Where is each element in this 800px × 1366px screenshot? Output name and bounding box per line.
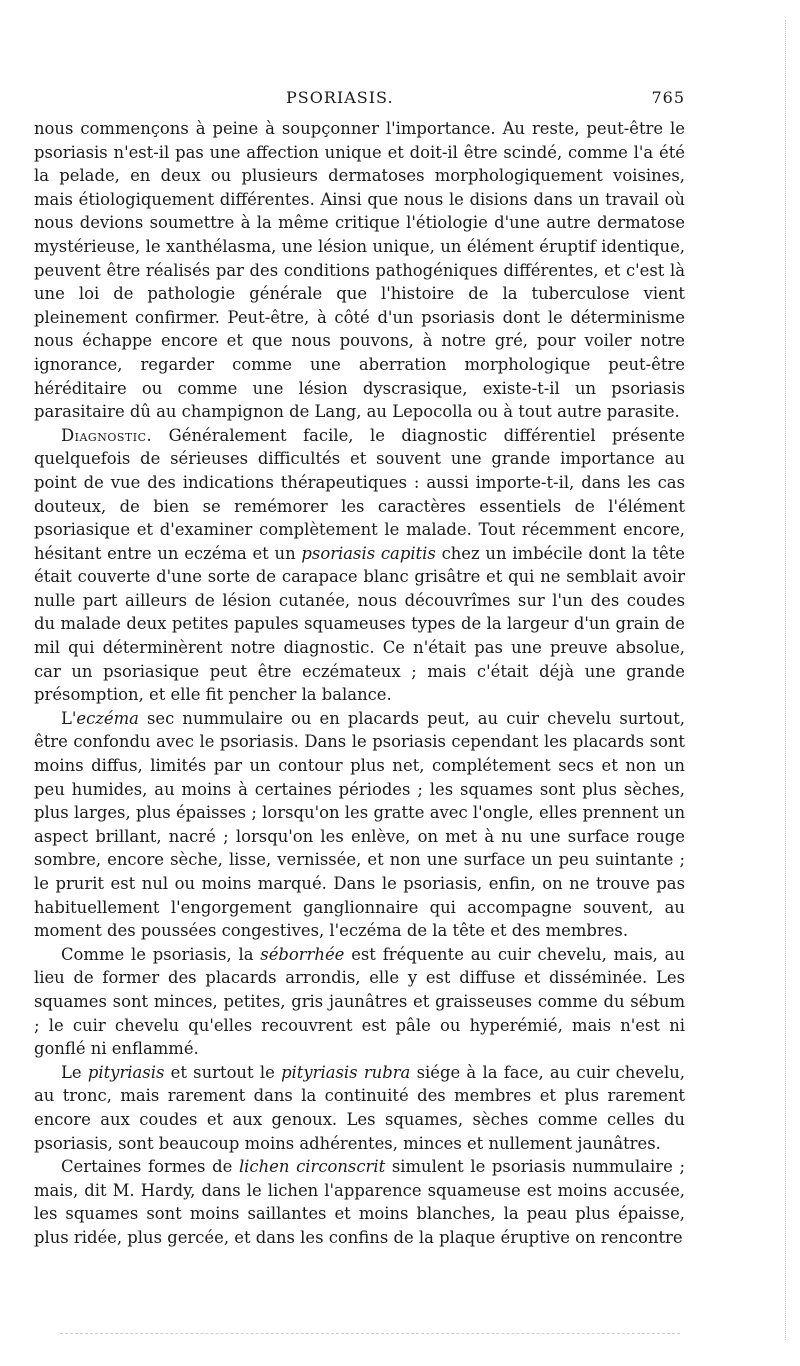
text-run: nous commençons à peine à soupçonner l'importance. Au reste, peut-être le psoriasis n'est-il pas une affection unique et doit-il être scindé, comme l'a été la pelade, en deux ou plusieurs dermatoses morphologiquement voisines, mais étiologiquement différentes. Ainsi que nous le disions dans un travail où nous devions soumettre à la même critique l'étiologie d'une autre dermatose mystérieuse, le xanthélasma, une lésion unique, un élément éruptif identique, peuvent être réalisés par des conditions pathogéniques différentes, et c'est là une loi de pathologie générale que l'histoire de la tuberculose vient pleinement confirmer. Peut-être, à côté d'un psoriasis dont le déterminisme nous échappe encore et que nous pouvons, à notre gré, pour voiler notre ignorance, regarder comme une aberration morphologique peut-être héréditaire ou comme une lésion dyscrasique, existe-t-il un psoriasis parasitaire dû au champignon de Lang, au Lepocolla ou à tout autre parasite. xyxy=(34,119,685,422)
italic-term: lichen circonscrit xyxy=(238,1157,386,1177)
paragraph xyxy=(34,707,685,943)
text-run: simulent le psoriasis nummulaire ; mais, dit M. Hardy, dans le lichen l'apparence squameuse est moins accusée, les squames sont moins saillantes et moins blanches, la peau plus épaisse, plus ridée, plus gercée, et dans les confins de la plaque éruptive on rencontre xyxy=(34,1157,685,1247)
italic-term: psoriasis capitis xyxy=(301,543,436,563)
text-run: Comme le psoriasis, la xyxy=(61,944,261,964)
italic-term: pityriasis rubra xyxy=(281,1062,411,1082)
scan-margin-edge xyxy=(755,20,786,1340)
page-number: 765 xyxy=(651,88,685,107)
paragraph xyxy=(34,117,685,424)
paragraph xyxy=(34,1061,685,1155)
text-run: sec nummulaire ou en placards peut, au cuir chevelu surtout, être confondu avec le psoriasis. Dans le psoriasis cependant les placards sont moins diffus, limités par un contour plus net, complétement secs et non un peu humides, au moins à certaines périodes ; les squames sont plus sèches, plus larges, plus épaisses ; lorsqu'on les gratte avec l'ongle, elles prennent un aspect brillant, nacré ; lorsqu'on les enlève, on met à nu une surface rouge sombre, encore sèche, lisse, vernissée, et non une surface un peu suintante ; le prurit est nul ou moins marqué. Dans le psoriasis, enfin, on ne trouve pas habituellement l'engorgement ganglionnaire qui accompagne souvent, au moment des poussées congestives, l'eczéma de la tête et des membres. xyxy=(34,708,685,941)
section-heading: Diagnostic. xyxy=(61,425,153,445)
paragraph xyxy=(34,943,685,1061)
text-run: Certaines formes de xyxy=(61,1157,239,1177)
page-body-text xyxy=(34,117,685,1250)
running-title: PSORIASIS. xyxy=(286,88,394,107)
italic-term: pityriasis xyxy=(87,1062,165,1082)
running-header xyxy=(34,88,685,112)
italic-term: eczéma xyxy=(76,708,139,728)
text-run: L' xyxy=(61,708,77,728)
text-run: et surtout le xyxy=(164,1062,282,1082)
text-run: chez un imbécile dont la tête était couverte d'une sorte de carapace blanc grisâtre et qui ne semblait avoir nulle part ailleurs de lésion cutanée, nous découvrîmes sur l'un des coudes du malade deux petites papules squameuses types de la largeur d'un grain de mil qui déterminèrent notre diagnostic. Ce n'était pas une preuve absolue, car un psoriasique peut être eczémateux ; mais c'était déjà une grande présomption, et elle fit pencher la balance. xyxy=(34,543,686,705)
text-run: est fréquente au cuir chevelu, mais, au lieu de former des placards arrondis, elle y est diffuse et disséminée. Les squames sont minces, petites, gris jaunâtres et graisseuses comme du sébum ; le cuir chevelu qu'elles recouvrent est pâle ou hyperémié, mais n'est ni gonflé ni enflammé. xyxy=(34,944,685,1059)
text-run: Le xyxy=(61,1062,88,1082)
paragraph xyxy=(34,424,685,707)
scan-bottom-edge xyxy=(60,1333,680,1334)
text-run: siége à la face, au cuir chevelu, au tronc, mais rarement dans la continuité des membres et plus rarement encore aux coudes et aux genoux. Les squames, sèches comme celles du psoriasis, sont beaucoup moins adhérentes, minces et nullement jaunâtres. xyxy=(34,1062,685,1153)
text-run: Généralement facile, le diagnostic différentiel présente quelquefois de sérieuses difficultés et souvent une grande importance au point de vue des indications thérapeutiques : aussi importe-t-il, dans les cas douteux, de bien se remémorer les caractères essentiels de l'élément psoriasique et d'examiner complètement le malade. Tout récemment encore, hésitant entre un eczéma et un xyxy=(34,425,685,563)
paragraph xyxy=(34,1155,685,1249)
italic-term: séborrhée xyxy=(260,944,345,964)
